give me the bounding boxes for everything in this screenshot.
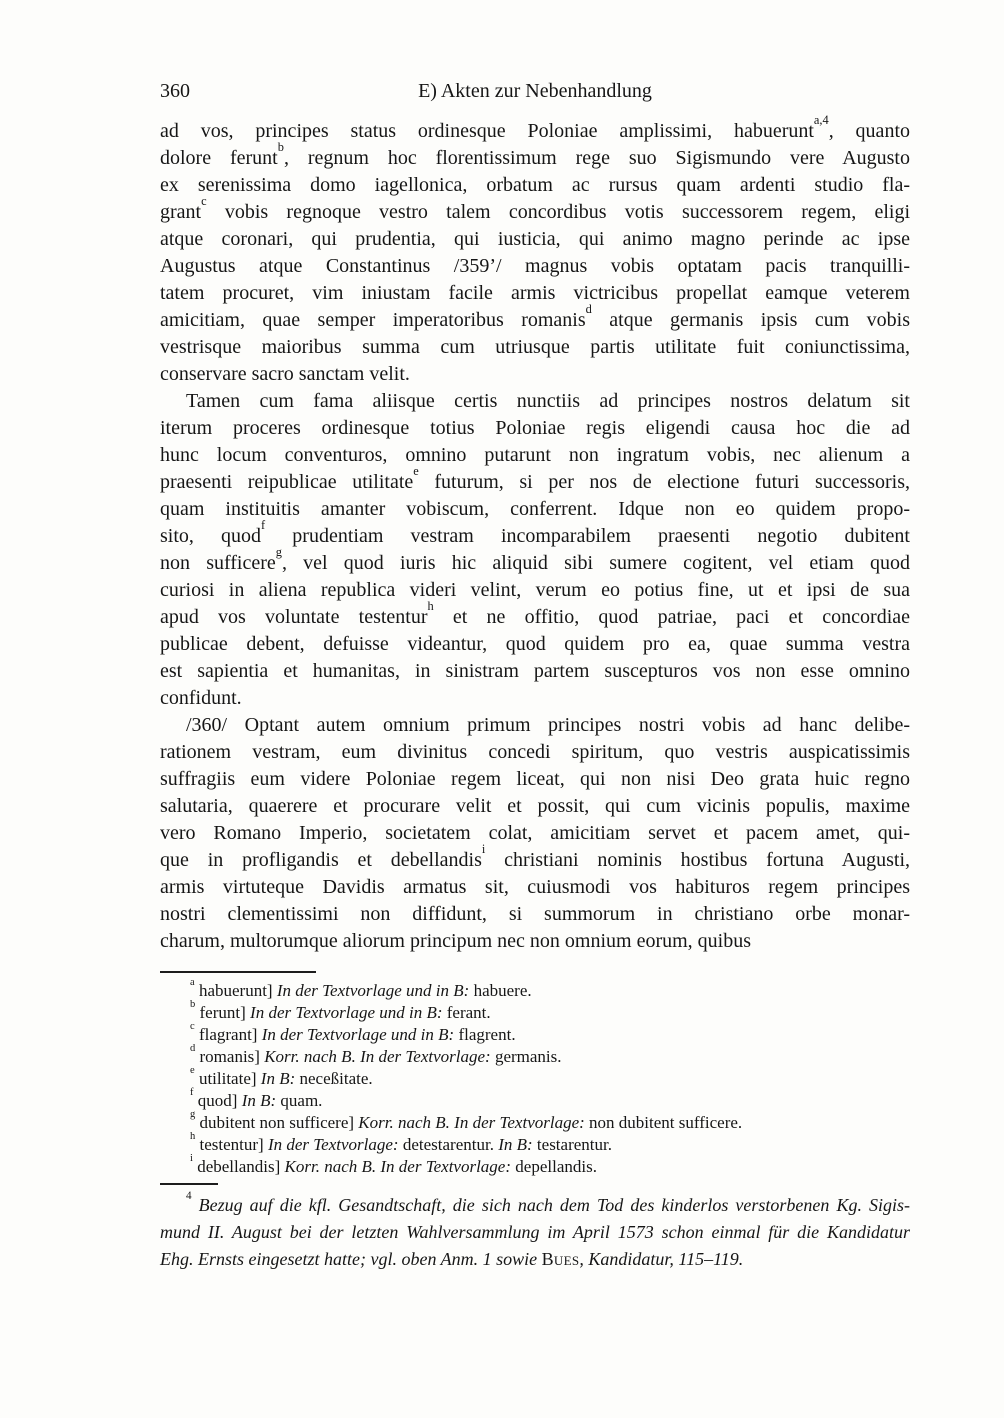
note-marker: i (481, 842, 486, 857)
apparatus-entry: $^b$ ferunt] In der Textvorlage und in B: ferant. (190, 998, 491, 1022)
footnote-4 (160, 1192, 910, 1273)
italic-text: In der Textvorlage: (267, 1135, 399, 1154)
body-text-line: /360/ Optant autem omnium primum principes nostri vobis ad hanc delibe- (186, 714, 910, 736)
apparatus-separator-rule (160, 971, 316, 973)
apparatus-entry: $^e$ utilitate] In B: neceßitate. (190, 1064, 373, 1088)
body-text-line: atque coronari, qui prudentia, qui iusticia, qui animo magno perinde ac ipse (160, 228, 910, 250)
apparatus-entry: $^c$ flagrant] In der Textvorlage und in B: flagrent. (190, 1020, 516, 1044)
body-text-line: conservare sacro sanctam velit. (160, 363, 410, 385)
apparatus-entry: $^h$ testentur] In der Textvorlage: detestarentur. In B: testarentur. (190, 1130, 612, 1154)
footnote-line (160, 1246, 910, 1273)
note-marker: i (190, 1152, 193, 1164)
critical-apparatus (160, 976, 910, 1178)
note-marker: e (413, 464, 419, 479)
body-text-line: suffragiis eum videre Poloniae regem liceat, qui non nisi Deo grata huic regno (160, 768, 910, 790)
note-marker: e (190, 1064, 195, 1076)
body-text-line: sito, quod$^f$ prudentiam vestram incomparabilem praesenti negotio dubitent (160, 518, 910, 547)
body-text-line: curiosi in aliena republica videri velint, verum eo potius fine, ut et ipsi de sua (160, 579, 910, 601)
italic-text: In der Textvorlage und in B: (276, 981, 470, 1000)
italic-text: In B: (498, 1135, 533, 1154)
body-text-line: ex serenissima domo iagellonica, orbatum ac rursus quam ardenti studio fla- (160, 174, 910, 196)
note-marker: f (190, 1086, 194, 1098)
body-text-line: tatem procuret, vim iniustam facile armis victricibus propellat eamque veterem (160, 282, 910, 304)
running-header: E) Akten zur Nebenhandlung (418, 80, 652, 102)
note-marker: f (261, 518, 266, 533)
body-text-line: dolore ferunt$^b$, regnum hoc florentissimum rege suo Sigismundo vere Augusto (160, 140, 910, 169)
apparatus-entry: $^a$ habuerunt] In der Textvorlage und in B: habuere. (190, 976, 532, 1000)
italic-text: In der Textvorlage und in B: (261, 1025, 455, 1044)
note-marker: g (190, 1108, 196, 1120)
body-text-line: vero Romano Imperio, societatem colat, amicitiam servet et pacem amet, qui- (160, 822, 910, 844)
italic-text: Bezug auf die kfl. Gesandtschaft, die sich nach dem Tod des kinderlos verstorbenen Kg. Sigis- (198, 1195, 910, 1215)
note-marker: c (190, 1020, 195, 1032)
note-marker: c (201, 194, 207, 209)
footnote-separator-rule (160, 1183, 218, 1185)
page-number: 360 (160, 80, 190, 102)
body-text-line: praesenti reipublicae utilitate$^e$ futurum, si per nos de electione futuri successoris, (160, 464, 911, 493)
italic-text: In B: (241, 1091, 277, 1110)
smallcaps-name: Bues (541, 1249, 580, 1269)
italic-text: Korr. nach B. In der Textvorlage: (358, 1113, 585, 1132)
note-marker: b (190, 998, 196, 1010)
body-text-line: iterum proceres ordinesque totius Poloniae regis eligendi causa hoc die ad (160, 417, 910, 439)
italic-text: mund II. August bei der letzten Wahlversammlung im April 1573 schon einmal für die Kandidatur (160, 1222, 910, 1242)
body-text-line: nostri clementissimi non diffidunt, si summorum in christiano orbe monar- (160, 903, 910, 925)
body-text-line: Augustus atque Constantinus /359’/ magnus vobis optatam pacis tranquilli- (160, 255, 910, 277)
note-marker: g (275, 545, 282, 560)
main-text (160, 113, 911, 955)
note-marker: a,4 (813, 113, 829, 128)
body-text-line: ad vos, principes status ordinesque Poloniae amplissimi, habuerunt$^{a,4}$, quanto (160, 113, 910, 142)
footnote-line (160, 1219, 910, 1246)
body-text-line: hunc locum conventuros, omnino putarunt non ingratum vobis, nec alienum a (160, 444, 910, 466)
body-text-line: Tamen cum fama aliisque certis nunctiis ad principes nostros delatum sit (186, 390, 910, 412)
italic-text: Ehg. Ernsts eingesetzt hatte; vgl. oben Anm. 1 sowie (160, 1249, 542, 1269)
italic-text: Korr. nach B. In der Textvorlage: (284, 1157, 512, 1176)
italic-text: Korr. nach B. In der Textvorlage: (264, 1047, 491, 1066)
body-text-line: amicitiam, quae semper imperatoribus romanis$^d$ atque germanis ipsis cum vobis (160, 302, 910, 331)
apparatus-entry: $^g$ dubitent non sufficere] Korr. nach B. In der Textvorlage: non dubitent sufficere. (190, 1108, 743, 1132)
body-text-line: vestrisque maioribus summa cum utriusque partis utilitate fuit coniunctissima, (160, 336, 910, 358)
body-text-line: non sufficere$^g$, vel quod iuris hic aliquid sibi sumere cogitent, vel etiam quod (160, 545, 910, 574)
body-text-line: grant$^c$ vobis regnoque vestro talem concordibus votis successorem regem, eligi (160, 194, 910, 223)
note-marker: h (190, 1130, 196, 1142)
italic-text: In B: (260, 1069, 296, 1088)
note-marker: a (190, 976, 195, 988)
italic-text: , Kandidatur, 115–119. (579, 1249, 744, 1269)
page-header (160, 80, 910, 108)
body-text-line: armis virtuteque Davidis armatus sit, cuiusmodi vos habituros regem principes (160, 876, 910, 898)
italic-text: In der Textvorlage und in B: (250, 1003, 443, 1022)
note-marker: h (427, 599, 434, 614)
note-marker: d (190, 1042, 196, 1054)
body-text-line: apud vos voluntate testentur$^h$ et ne offitio, quod patriae, paci et concordiae (160, 599, 911, 628)
body-text-line: que in profligandis et debellandis$^i$ christiani nominis hostibus fortuna Augusti, (160, 842, 910, 871)
apparatus-entry: $^d$ romanis] Korr. nach B. In der Textvorlage: germanis. (190, 1042, 562, 1066)
apparatus-entry: $^i$ debellandis] Korr. nach B. In der Textvorlage: depellandis. (190, 1152, 597, 1176)
body-text-line: rationem vestram, eum divinitus concedi spiritum, quo vestris auspicatissimis (160, 741, 910, 763)
body-text-line: quam instituitis amanter vobiscum, conferrent. Idque non eo quidem propo- (160, 498, 910, 520)
note-marker: d (585, 302, 592, 317)
body-text-line: publicae debent, defuisse videantur, quod quidem pro ea, quae summa vestra (160, 633, 910, 655)
note-marker: 4 (186, 1190, 192, 1203)
body-text-line: salutaria, quaerere et procurare velit et possit, qui cum vicinis populis, maxime (160, 795, 910, 817)
body-text-line: confidunt. (160, 687, 242, 709)
apparatus-entry: $^f$ quod] In B: quam. (190, 1086, 323, 1110)
note-marker: b (277, 140, 284, 155)
body-text-line: charum, multorumque aliorum principum nec non omnium eorum, quibus (160, 930, 752, 952)
footnote-line (160, 1192, 910, 1219)
body-text-line: est sapientia et humanitas, in sinistram partem suscepturos vos non esse omnino (160, 660, 910, 682)
